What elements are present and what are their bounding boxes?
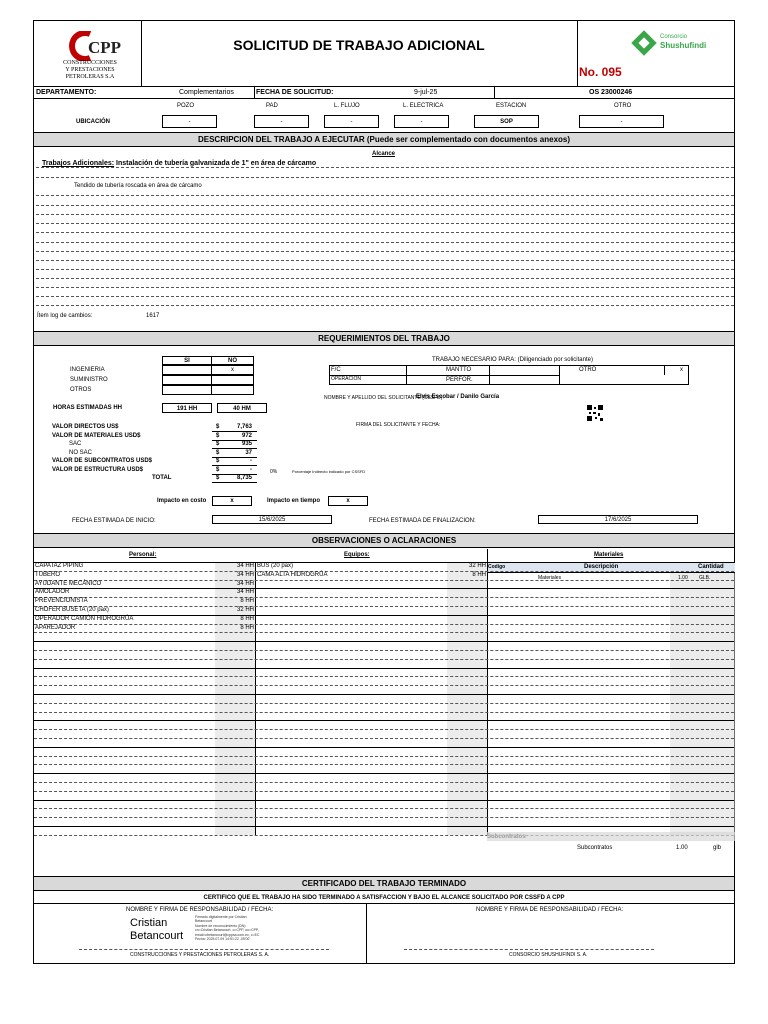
observations-row-line: [34, 764, 734, 765]
description-line: [36, 260, 734, 261]
cost-value: 8,735: [236, 475, 252, 481]
nec-otro-mark: x: [680, 367, 683, 373]
location-lelectrica-cell: -: [394, 115, 449, 128]
cost-value: 935: [241, 441, 252, 447]
change-log-label: Ítem log de cambios:: [37, 313, 93, 319]
requester-label: NOMBRE Y APELLIDO DEL SOLICITANTE (CSSFD):: [324, 395, 444, 401]
observations-row-line: [34, 562, 734, 563]
nec-mantto: MANTTO: [446, 367, 472, 373]
cost-label: NO SAC: [69, 449, 93, 456]
personal-hh: 34 HH: [236, 589, 254, 596]
requirements-band: REQUERIMIENTOS DEL TRABAJO: [34, 331, 734, 346]
location-estacion-cell: SOP: [474, 115, 539, 128]
equipos-hh: 8 HH: [472, 571, 486, 578]
equipos-row: BUS (20 pax): [257, 563, 294, 569]
end-date-cell: 17/6/2025: [538, 515, 698, 524]
cost-label: VALOR DE MATERIALES USD$: [52, 432, 141, 439]
certificate-band: CERTIFICADO DEL TRABAJO TERMINADO: [34, 876, 734, 891]
materiales-label: Materiales: [594, 552, 624, 558]
observations-row-line: [34, 808, 734, 809]
observations-row-line: [34, 694, 734, 695]
personal-hh: 34 HH: [236, 571, 254, 578]
department-value: Complementarios: [179, 89, 234, 96]
observations-row-line: [34, 756, 734, 757]
observations-row-line: [34, 685, 734, 686]
nec-otro: OTRO: [579, 367, 597, 373]
right-signature-label: NOMBRE Y FIRMA DE RESPONSABILIDAD / FECHA:: [476, 907, 624, 913]
req-row-label: INGENIERIA: [70, 367, 105, 373]
department-label: DEPARTAMENTO:: [36, 89, 97, 96]
cost-currency: $: [216, 475, 220, 481]
description-line: [36, 278, 734, 279]
observations-row-line: [34, 817, 734, 818]
indirect-pct: 0%: [270, 469, 278, 475]
materials-header-row: Codigo Descripción Cantidad: [487, 562, 735, 573]
signature-detail-line: cn=Cristian Betancourt, o=CPP, ou=CPP,: [195, 928, 259, 933]
shushufindi-logo: [630, 29, 730, 59]
observations-row-line: [34, 782, 734, 783]
description-line: [36, 269, 734, 270]
start-date-cell: 15/6/2025: [212, 515, 332, 524]
personal-hh: 34 HH: [236, 563, 254, 569]
si-header: SI: [162, 356, 212, 365]
request-number: No. 095: [579, 65, 622, 79]
subcontratos-unit: glb: [713, 845, 722, 851]
nec-perfor: PERFOR.: [446, 377, 473, 383]
observations-row-line: [34, 668, 734, 669]
work-title: Instalación de tubería galvanizada de 1" en área de cárcamo: [116, 160, 317, 167]
observations-row-line: [34, 791, 734, 792]
grid-divider: [487, 549, 488, 835]
observations-row-line: [34, 659, 734, 660]
cost-currency: $: [216, 424, 220, 430]
cost-label: SAC: [69, 441, 82, 447]
location-pad-cell: -: [254, 115, 309, 128]
location-header-otro: OTRO: [614, 103, 632, 109]
req-no-value: x: [231, 367, 234, 373]
personal-hh: 8 HH: [240, 624, 254, 631]
observations-row-line: [34, 571, 734, 572]
no-header: NO: [211, 356, 254, 365]
os-number: OS 23000246: [589, 89, 633, 96]
cost-value: 37: [245, 449, 252, 456]
certificate-statement: CERTIFICO QUE EL TRABAJO HA SIDO TERMINADO A SATISFACCION Y BAJO EL ALCANCE SOLICITADO POR CSSFD A CPP: [203, 895, 565, 901]
signature-detail-line: Nombre de reconocimiento (DN):: [195, 923, 247, 928]
description-line: [36, 195, 734, 196]
location-header-lelectrica: L. ELECTRICA: [403, 103, 444, 109]
description-line: [36, 251, 734, 252]
observations-row-line: [34, 624, 734, 625]
cost-label: TOTAL: [152, 475, 172, 481]
observations-band: OBSERVACIONES O ACLARACIONES: [34, 533, 734, 548]
cpp-logo: [40, 27, 140, 83]
nec-fc: F/C: [331, 367, 341, 373]
personal-row: OPERADOR CAMIÓN HIDROGRÚA: [35, 615, 134, 622]
qr-code-icon: [587, 405, 603, 421]
description-line: [36, 232, 734, 233]
observations-row-line: [34, 650, 734, 651]
req-si-cell: [162, 375, 212, 385]
cost-label: VALOR DE ESTRUCTURA USD$: [52, 466, 144, 473]
req-no-cell: [211, 385, 254, 395]
signer-last-name: Betancourt: [130, 930, 184, 942]
cost-currency: $: [216, 466, 220, 473]
personal-hh: 32 HH: [236, 607, 254, 613]
location-label: UBICACIÓN: [76, 119, 110, 125]
work-detail: Tendido de tubería roscada en área de cárcamo: [74, 183, 202, 189]
req-row-label: OTROS: [70, 387, 92, 393]
description-line: [36, 214, 734, 215]
observations-row-line: [34, 580, 734, 581]
impact-cost-label: Impacto en costo: [157, 498, 207, 504]
observations-row-line: [34, 800, 734, 801]
description-line: [36, 287, 734, 288]
material-unit: GLB.: [699, 575, 711, 581]
cost-value: -: [250, 466, 252, 473]
signature-label: FIRMA DEL SOLICITANTE Y FECHA:: [356, 422, 441, 428]
personal-hh: 34 HH: [236, 580, 254, 587]
equipos-label: Equipos:: [344, 552, 370, 558]
requester-value: Elvis Escobar / Danilo García: [416, 394, 500, 400]
observations-row-line: [34, 712, 734, 713]
observations-row-line: [34, 597, 734, 598]
shushufindi-leaf-icon: [630, 29, 658, 57]
equipos-row: CAMA ALTA HIDROGRÚA: [257, 571, 328, 578]
end-date-label: FECHA ESTIMADA DE FINALIZACION:: [369, 518, 476, 524]
work-title-label: Trabajos Adicionales:: [42, 160, 115, 167]
signature-detail-line: email=cbetancourt@cppsa.com.ec, c=EC: [195, 932, 260, 937]
necessary-label: TRABAJO NECESARIO PARA: (Diligenciado por solicitante): [432, 357, 593, 363]
right-company: CONSORCIO SHUSHUFINDI S. A.: [509, 952, 588, 958]
subcontratos-qty: 1.00: [676, 845, 688, 851]
signature-detail-line: Firmado digitalmente por Cristian: [195, 915, 247, 919]
material-qty: 1.00: [678, 575, 688, 581]
observations-row-line: [34, 729, 734, 730]
location-header-lflujo: L. FLUJO: [334, 103, 360, 109]
company-line-3: PETROLERAS S.A: [65, 74, 115, 80]
personal-row: AMOLADOR: [35, 589, 70, 596]
observations-row-line: [34, 826, 734, 827]
observations-row-line: [34, 606, 734, 607]
description-line: [36, 205, 734, 206]
description-line: [36, 242, 734, 243]
personal-row: TUBERO: [35, 571, 61, 578]
equipos-hh-column: [447, 562, 487, 835]
cost-currency: $: [216, 432, 220, 439]
cost-value: -: [250, 458, 252, 464]
cost-currency: $: [216, 449, 220, 456]
materials-qty-column: [670, 573, 735, 835]
request-date-label: FECHA DE SOLICITUD:: [256, 89, 334, 96]
personal-hh: 8 HH: [240, 598, 254, 605]
indirect-pct-note: Porcentaje Indirecto indicado por CSSFD: [292, 469, 366, 474]
cost-value: 972: [241, 432, 252, 439]
observations-row-line: [34, 632, 734, 633]
signer-first-name: Cristian: [130, 917, 168, 929]
equipos-hh: 32 HH: [468, 563, 486, 569]
work-request-form: [33, 20, 735, 964]
observations-row-line: [34, 641, 734, 642]
description-line: [36, 167, 734, 168]
signature-detail-line: Fecha: 2025.07.09 14:51:22 -05'00': [195, 937, 251, 941]
req-row-label: SUMINISTRO: [70, 377, 108, 383]
cost-label: VALOR DIRECTOS US$: [52, 424, 119, 430]
cpp-logo-text: CPP: [88, 38, 122, 57]
cost-value: 7,763: [236, 424, 252, 430]
subcontratos-header: [487, 832, 735, 841]
observations-row-line: [34, 703, 734, 704]
observations-row-line: [34, 615, 734, 616]
personal-hh: 8 HH: [240, 615, 254, 622]
observations-row-line: [34, 588, 734, 589]
personal-label: Personal:: [129, 552, 157, 558]
hours-label: HORAS ESTIMADAS HH: [53, 405, 123, 411]
personal-row: PREVENCIONISTA: [35, 598, 88, 605]
company-line-1: CONSTRUCCIONES: [63, 60, 117, 66]
cost-currency: $: [216, 458, 220, 464]
description-band: DESCRIPCION DEL TRABAJO A EJECUTAR (Puede ser complementado con documentos anexos): [34, 132, 734, 147]
grid-divider: [255, 562, 256, 835]
cost-label: VALOR DE SUBCONTRATOS USD$: [52, 458, 153, 464]
personal-row: AYUDANTE MECÁNICO: [35, 580, 102, 587]
partner-logo-big: Shushufindi: [660, 41, 707, 50]
observations-row-line: [34, 720, 734, 721]
description-line: [36, 177, 734, 178]
location-header-pad: PAD: [266, 103, 278, 109]
partner-logo-small: Consorcio: [660, 34, 688, 40]
location-lflujo-cell: -: [324, 115, 379, 128]
location-pozo-cell: -: [162, 115, 217, 128]
change-log-value: 1617: [146, 313, 160, 319]
hours-hm-cell: 40 HM: [217, 403, 267, 413]
description-line: [36, 296, 734, 297]
signature-detail-line: Betancourt: [195, 919, 212, 924]
req-si-cell: [162, 365, 212, 375]
hours-hh-cell: 191 HH: [162, 403, 212, 413]
company-line-2: Y PRESTACIONES: [65, 67, 115, 73]
req-no-cell: [211, 375, 254, 385]
observations-row-line: [34, 747, 734, 748]
scope-label: Alcance: [372, 151, 396, 157]
impact-time-cell: x: [328, 496, 368, 506]
form-title: SOLICITUD DE TRABAJO ADICIONAL: [233, 37, 485, 53]
location-header-estacion: ESTACION: [496, 103, 527, 109]
observations-row-line: [34, 676, 734, 677]
location-header-pozo: POZO: [177, 103, 195, 109]
left-company: CONSTRUCCIONES Y PRESTACIONES PETROLERAS S. A.: [130, 952, 270, 958]
material-desc: Materiales: [538, 575, 562, 581]
nec-operacion: OPERACIÓN: [331, 376, 362, 382]
personal-row: CHOFER BUSETA (20 pax): [35, 607, 109, 613]
description-line: [36, 305, 734, 306]
description-line: [36, 223, 734, 224]
subcontratos-desc: Subcontratos: [577, 845, 613, 851]
impact-cost-cell: x: [212, 496, 252, 506]
observations-row-line: [34, 738, 734, 739]
req-si-cell: [162, 385, 212, 395]
impact-time-label: Impacto en tiempo: [267, 498, 321, 504]
personal-row: CAPATAZ PIPING: [35, 563, 84, 569]
left-signature-label: NOMBRE Y FIRMA DE RESPONSABILIDAD / FECHA:: [126, 907, 274, 913]
request-date-value: 9-jul-25: [414, 89, 438, 96]
location-otro-cell: -: [579, 115, 664, 128]
observations-row-line: [34, 773, 734, 774]
personal-row: APAREJADOR: [35, 624, 76, 631]
start-date-label: FECHA ESTIMADA DE INICIO:: [72, 518, 156, 524]
cost-currency: $: [216, 441, 220, 447]
